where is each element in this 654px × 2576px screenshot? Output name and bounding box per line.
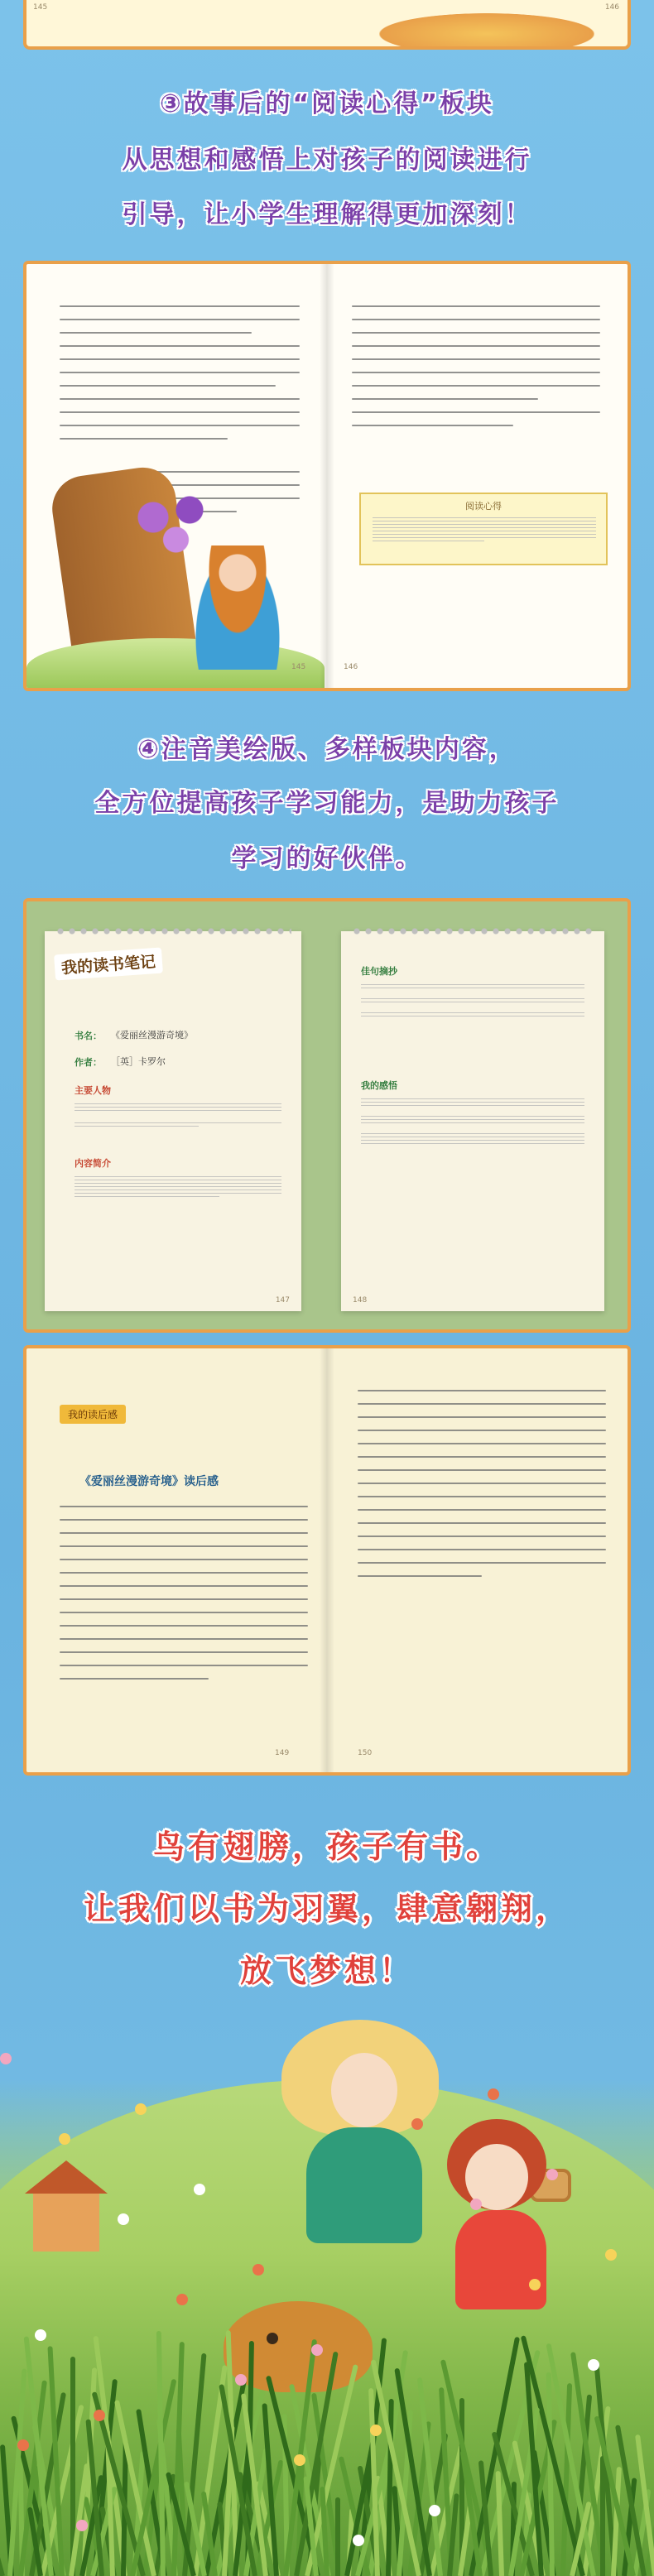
flower-dot xyxy=(429,2505,440,2516)
grass-blade xyxy=(335,2497,340,2576)
book-name-label: 书名： xyxy=(75,1031,102,1041)
page-number: 149 xyxy=(275,1749,290,1757)
house-illustration xyxy=(33,2194,99,2252)
flower-dot xyxy=(353,2535,364,2546)
flower-dot xyxy=(252,2264,264,2276)
girl-green-dress-illustration xyxy=(273,2020,455,2285)
flower-dot xyxy=(76,2520,88,2531)
left-page xyxy=(26,264,327,688)
my-feelings-label: 我的感悟 xyxy=(361,1080,397,1091)
flower-dot xyxy=(94,2410,105,2421)
flower-dot xyxy=(35,2329,46,2341)
section3-line2: 从思想和感悟上对孩子的阅读进行 xyxy=(122,146,532,175)
page-number: 146 xyxy=(344,663,358,671)
page-number-left: 145 xyxy=(33,3,48,12)
flower-dot xyxy=(411,2118,423,2130)
alice-illustration xyxy=(192,545,283,670)
book-spread-reading-notes xyxy=(23,261,631,691)
flower-dot xyxy=(529,2279,541,2290)
flower-dot xyxy=(605,2249,617,2261)
flower-dot xyxy=(194,2184,205,2195)
slogan-line1: 鸟有翅膀，孩子有书。 xyxy=(152,1829,501,1865)
hill-illustration xyxy=(379,13,594,50)
flower-dot xyxy=(59,2133,70,2145)
page-number: 145 xyxy=(291,663,306,671)
reading-journal-title: 我的读书笔记 xyxy=(54,948,163,981)
book-spread-reading-journal xyxy=(23,898,631,1333)
flower-dot xyxy=(370,2425,382,2436)
section4-line2: 全方位提高孩子学习能力，是助力孩子 xyxy=(94,789,560,818)
flower-dot xyxy=(0,2053,12,2064)
flower-dot xyxy=(294,2454,305,2466)
flower-dot xyxy=(118,2213,129,2225)
right-page xyxy=(327,264,628,688)
section3-line3: 引导，让小学生理解得更加深刻！ xyxy=(122,200,532,229)
flower-dot xyxy=(176,2294,188,2305)
author-label: 作者： xyxy=(75,1057,102,1068)
section4-line3: 学习的好伙伴。 xyxy=(231,844,423,873)
flower-dot xyxy=(311,2344,323,2356)
page-number: 150 xyxy=(358,1749,373,1757)
book-name-value: 《爱丽丝漫游奇境》 xyxy=(111,1030,193,1040)
grass-blade xyxy=(600,2456,605,2576)
slogan-line3: 放飞梦想！ xyxy=(239,1953,414,1989)
flower-dot xyxy=(588,2359,599,2371)
slogan-line2: 让我们以书为羽翼，肆意翱翔， xyxy=(83,1891,570,1927)
page-number-right: 146 xyxy=(604,3,619,12)
flower-dot xyxy=(135,2103,147,2115)
flower-dot xyxy=(488,2088,499,2100)
previous-spread-strip xyxy=(23,0,631,50)
journal-right-page xyxy=(341,931,604,1311)
section3-line1: ③故事后的“阅读心得”板块 xyxy=(160,89,494,118)
book-spread-reflections xyxy=(23,1345,631,1776)
section4-line1: ④注音美绘版、多样板块内容， xyxy=(137,735,517,764)
flower-dot xyxy=(546,2169,558,2180)
flower-dot xyxy=(235,2374,247,2386)
reading-notes-box xyxy=(359,493,608,565)
reading-notes-title: 阅读心得 xyxy=(465,501,502,512)
journal-left-page xyxy=(45,931,301,1311)
girl-red-dress-illustration xyxy=(430,2119,571,2334)
author-value: ［英］卡罗尔 xyxy=(111,1056,166,1067)
reflection-title: 《爱丽丝漫游奇境》读后感 xyxy=(79,1475,219,1488)
good-sentences-label: 佳句摘抄 xyxy=(361,966,397,977)
reflection-section-label: 我的读后感 xyxy=(60,1405,126,1424)
page-number: 147 xyxy=(275,1296,290,1305)
content-summary-label: 内容简介 xyxy=(75,1158,111,1169)
flower-dot xyxy=(470,2199,482,2210)
page-number: 148 xyxy=(353,1296,368,1305)
flower-dot xyxy=(17,2439,29,2451)
characters-label: 主要人物 xyxy=(75,1085,111,1096)
